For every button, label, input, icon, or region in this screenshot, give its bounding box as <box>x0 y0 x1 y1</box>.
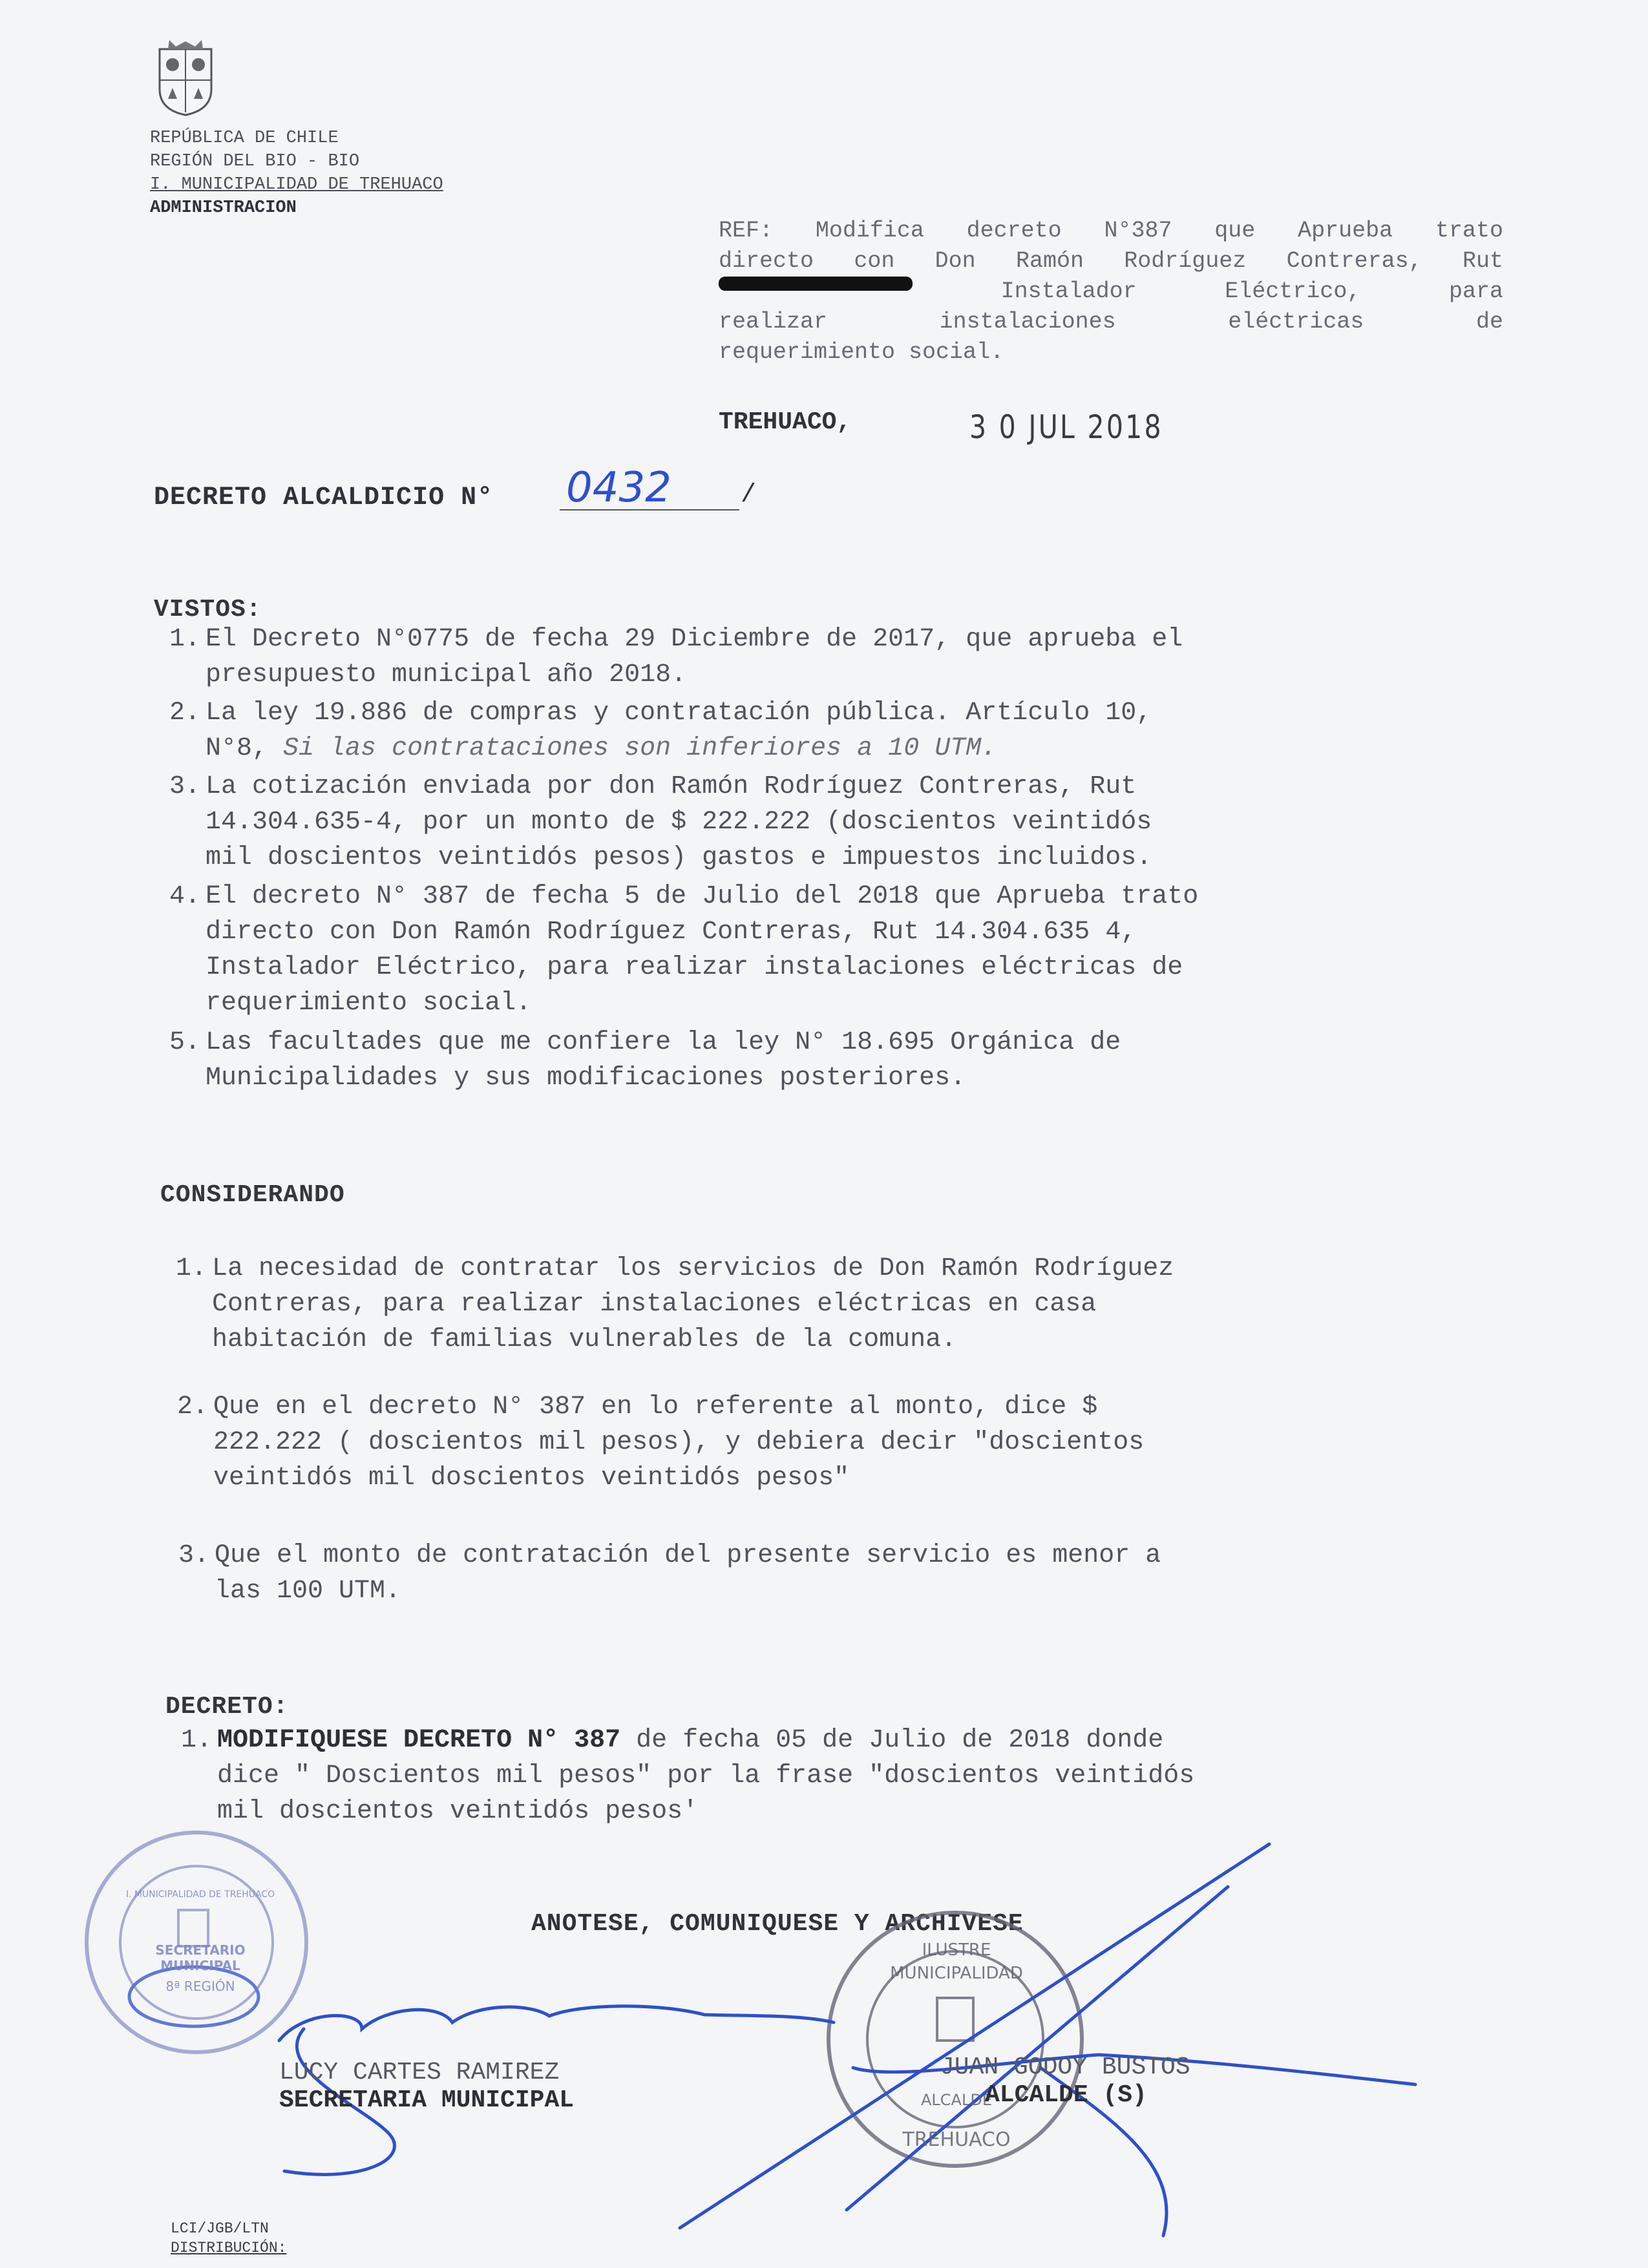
signature-block-right <box>940 2053 1190 2109</box>
considerando-heading: CONSIDERANDO <box>160 1181 345 1209</box>
letterhead-region: REGIÓN DEL BIO - BIO <box>150 152 360 171</box>
date-stamp: 3 0 JUL 2018 <box>969 408 1163 446</box>
redacted-rut <box>719 277 913 291</box>
distribution-label: DISTRIBUCIÓN: <box>171 2240 287 2256</box>
left-stamp-text <box>123 1887 278 1994</box>
considerando-item-3: 3. Que el monto de contratación del presente servicio es menor a las 100 UTM. <box>178 1541 1161 1606</box>
vistos-item-5: 5. Las facultades que me confiere la ley N° 18.695 Orgánica de Municipalidades y sus modificaciones posteriores. <box>169 1028 1121 1093</box>
considerando-item-2: 2. Que en el decreto N° 387 en lo referente al monto, dice $ 222.222 ( doscientos mil pesos), y debiera decir "doscientos veintidós mil doscientos veintidós pesos" <box>176 1392 1145 1493</box>
left-stamp-ring: I. MUNICIPALIDAD DE TREHUACO <box>125 1889 275 1900</box>
decreto-item-1: 1. MODIFIQUESE DECRETO N° 387 de fecha 05 de Julio de 2018 donde dice " Doscientos mil pesos" por la frase "doscientos veintidós mil doscientos veintidós pesos' <box>180 1726 1195 1826</box>
reference-line-2: directo con Don Ramón Rodríguez Contreras, Rut <box>719 248 1503 274</box>
signer-right-name: JUAN GODOY BUSTOS <box>940 2053 1190 2081</box>
reference-block <box>719 216 1503 368</box>
right-stamp-center: ALCALDE <box>921 2091 992 2109</box>
typist-initials: LCI/JGB/LTN <box>171 2220 269 2237</box>
reference-line-1: REF: Modifica decreto N°387 que Aprueba trato <box>719 218 1503 244</box>
considerando-item-1: 1. La necesidad de contratar los servicios de Don Ramón Rodríguez Contreras, para realizar instalaciones eléctricas en casa habitación de familias vulnerables de la comuna. <box>175 1254 1174 1354</box>
municipal-crest-icon <box>150 37 221 118</box>
decreto-heading: DECRETO: <box>165 1693 289 1721</box>
letterhead <box>150 127 443 220</box>
vistos-item-1: 1. El Decreto N°0775 de fecha 29 Diciembre de 2017, que aprueba el presupuesto municipal año 2018. <box>169 625 1183 689</box>
left-stamp-bottom: 8ª REGIÓN <box>165 1979 235 1994</box>
right-stamp-ring: ILUSTRE MUNICIPALIDAD <box>890 1940 1023 1983</box>
letterhead-country: REPÚBLICA DE CHILE <box>150 129 339 148</box>
signature-block-left <box>279 2059 574 2114</box>
vistos-item-4: 4. El decreto N° 387 de fecha 5 de Julio del 2018 que Aprueba trato directo con Don Ramón Rodríguez Contreras, Rut 14.304.635 4, Instalador Eléctrico, para realizar instalaciones eléctricas de requerimiento social. <box>169 882 1199 1018</box>
vistos-heading: VISTOS: <box>154 596 262 624</box>
left-stamp-center: SECRETARIO MUNICIPAL <box>155 1942 246 1973</box>
reference-line-5: requerimiento social. <box>719 339 1004 365</box>
reference-line-3: Instalador Eléctrico, para <box>719 277 1503 307</box>
decree-slash: / <box>741 481 757 510</box>
vistos-item-2: 2. La ley 19.886 de compras y contratación pública. Artículo 10, N°8, Si las contrataciones son inferiores a 10 UTM. <box>169 698 1152 763</box>
place-name: TREHUACO, <box>719 408 852 436</box>
letterhead-municipality: I. MUNICIPALIDAD DE TREHUACO <box>150 175 443 194</box>
right-stamp-bottom: TREHUACO <box>902 2128 1011 2151</box>
reference-line-4: realizar instalaciones eléctricas de <box>719 309 1503 335</box>
right-stamp-text <box>860 1938 1053 2152</box>
signer-right-role: ALCALDE (S) <box>985 2081 1147 2109</box>
signer-left-name: LUCY CARTES RAMIREZ <box>279 2059 560 2086</box>
vistos-item-3: 3. La cotización enviada por don Ramón Rodríguez Contreras, Rut 14.304.635-4, por un monto de $ 222.222 (doscientos veintidós mil doscientos veintidós pesos) gastos e impuestos incluidos. <box>169 772 1152 872</box>
decree-title: DECRETO ALCALDICIO N° <box>154 483 494 512</box>
decree-number-handwritten: 0432 <box>566 464 671 512</box>
closing-formula: ANOTESE, COMUNIQUESE Y ARCHIVESE <box>531 1910 1024 1938</box>
signer-left-role: SECRETARIA MUNICIPAL <box>279 2086 575 2114</box>
letterhead-department: ADMINISTRACION <box>150 198 297 218</box>
footer-initials <box>171 2219 286 2258</box>
